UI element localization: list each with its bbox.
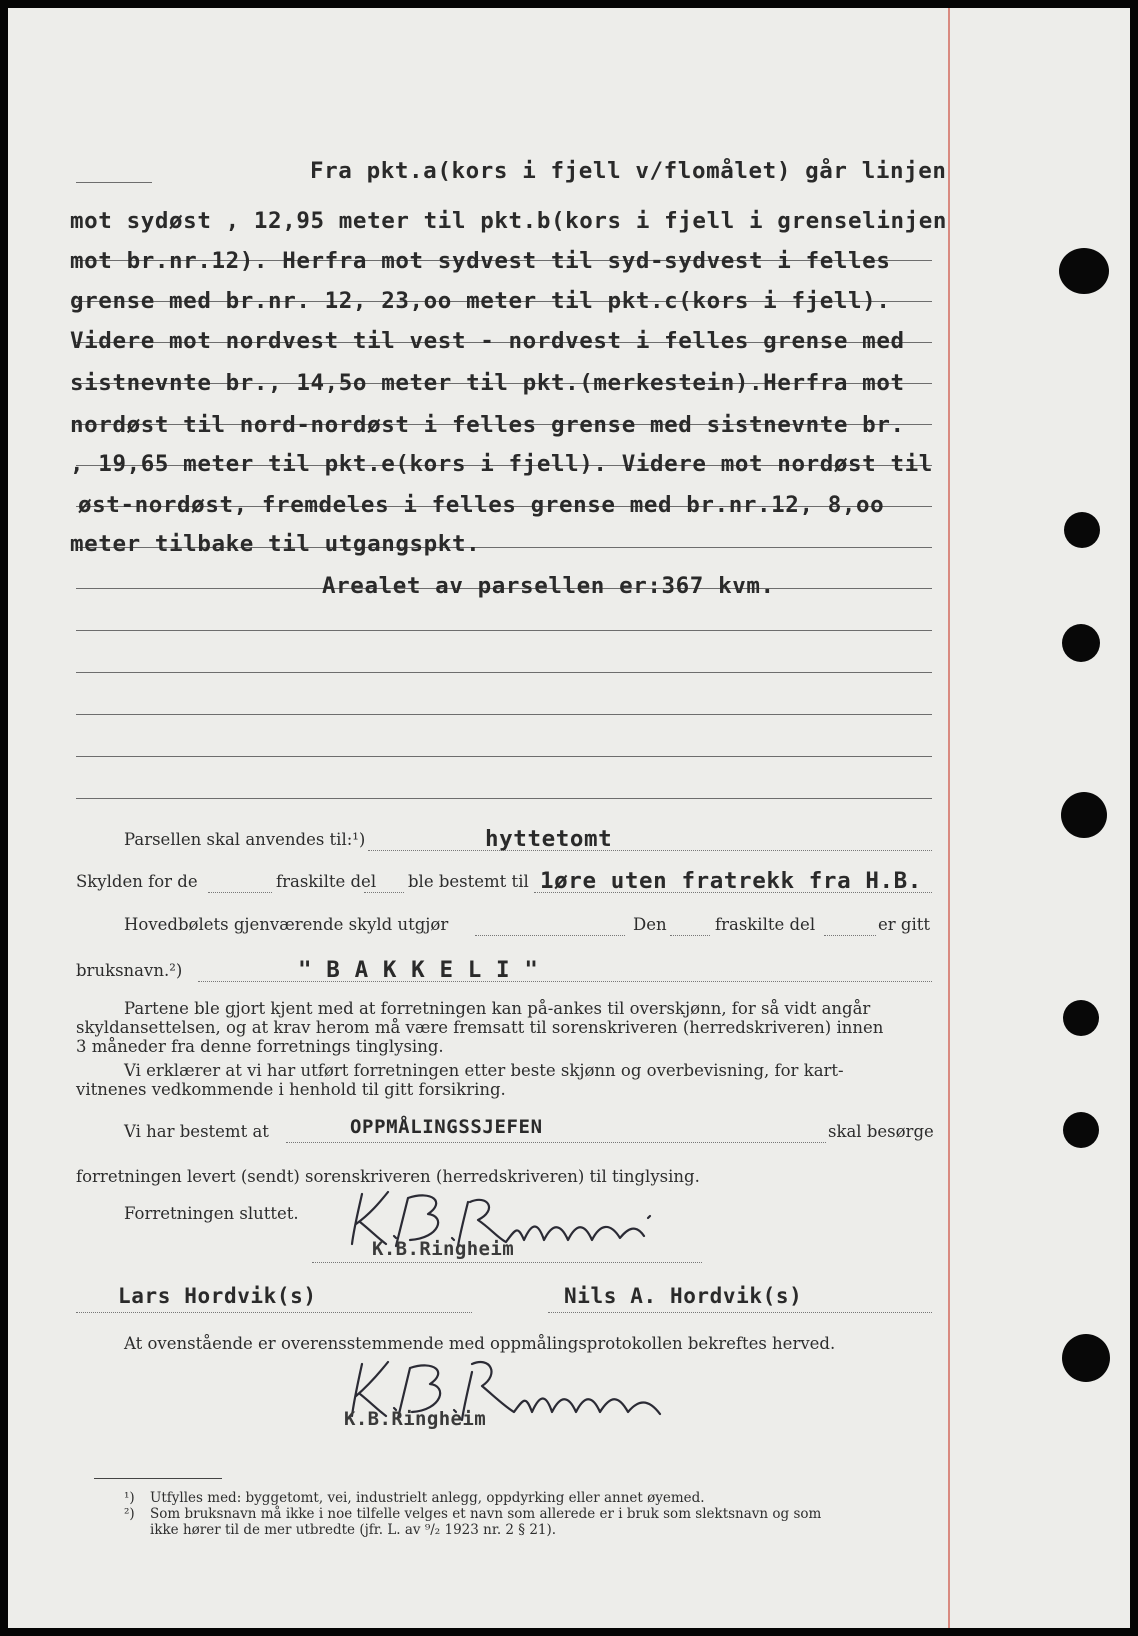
description-line: øst-nordøst, fremdeles i felles grense med br.nr.12, 8,oo xyxy=(78,492,885,518)
debt-label-2: fraskilte del xyxy=(276,872,377,891)
declare-line: Vi erklærer at vi har utført forretningen etter beste skjønn og overbevisning, for kart- xyxy=(124,1061,844,1080)
confirm-line: At ovenstående er overensstemmende med oppmålingsprotokollen bekreftes herved. xyxy=(124,1334,836,1353)
appeal-line: 3 måneder fra denne forretnings tinglysing. xyxy=(76,1037,444,1056)
usage-value: hyttetomt xyxy=(485,826,613,852)
decided-value: OPPMÅLINGSSJEFEN xyxy=(350,1116,543,1138)
binder-hole xyxy=(1062,1334,1110,1382)
document-page xyxy=(8,8,1130,1628)
debt-label-3: ble bestemt til xyxy=(408,872,529,891)
debt-dotted-1 xyxy=(208,892,272,893)
footnote-2-mark: ²) xyxy=(124,1506,135,1522)
description-line: sistnevnte br., 14,5o meter til pkt.(merkestein).Herfra mot xyxy=(70,370,905,396)
main-dotted-2 xyxy=(670,935,710,936)
witness-right: Nils A. Hordvik(s) xyxy=(564,1284,803,1308)
main-dotted-1 xyxy=(475,935,625,936)
binder-hole xyxy=(1064,512,1100,548)
main-label-4: er gitt xyxy=(878,915,930,934)
declare-line: vitnenes vedkommende i henhold til gitt forsikring. xyxy=(76,1080,506,1099)
brand-value: " B A K K E L I " xyxy=(298,957,539,983)
footnote-1: Utfylles med: byggetomt, vei, industrielt anlegg, oppdyrking eller annet øyemed. xyxy=(150,1490,705,1506)
signature-dotted-line xyxy=(312,1262,702,1263)
main-label-2: Den xyxy=(633,915,667,934)
ruled-line xyxy=(76,672,932,673)
binder-hole xyxy=(1059,248,1109,294)
description-line: mot br.nr.12). Herfra mot sydvest til syd-sydvest i felles xyxy=(70,248,891,274)
description-line: , 19,65 meter til pkt.e(kors i fjell). Videre mot nordøst til xyxy=(70,451,933,477)
ruled-line xyxy=(76,182,152,183)
binder-hole xyxy=(1062,624,1100,662)
footnote-2-line2: ikke hører til de mer utbredte (jfr. L. av ⁹/₂ 1923 nr. 2 § 21). xyxy=(150,1522,557,1538)
main-label-3: fraskilte del xyxy=(715,915,816,934)
debt-value: 1øre uten fratrekk fra H.B. xyxy=(540,868,922,894)
description-line: Fra pkt.a(kors i fjell v/flomålet) går linjen xyxy=(310,158,947,184)
witness-left-line xyxy=(76,1312,472,1313)
debt-dotted-2 xyxy=(364,892,404,893)
usage-dotted-line xyxy=(368,850,932,851)
description-line: grense med br.nr. 12, 23,oo meter til pkt.c(kors i fjell). xyxy=(70,288,891,314)
binder-hole xyxy=(1063,1112,1099,1148)
main-label-1: Hovedbølets gjenværende skyld utgjør xyxy=(124,915,449,934)
delivered-line: forretningen levert (sendt) sorenskriveren (herredskriveren) til tinglysing. xyxy=(76,1167,700,1186)
footnote-2-line1: Som bruksnavn må ikke i noe tilfelle velges et navn som allerede er i bruk som slektsnavn og som xyxy=(150,1506,822,1522)
ruled-line xyxy=(76,798,932,799)
decided-label: Vi har bestemt at xyxy=(124,1122,269,1141)
main-dotted-3 xyxy=(824,935,876,936)
binder-hole xyxy=(1061,792,1107,838)
description-line: mot sydøst , 12,95 meter til pkt.b(kors i fjell i grenselinjen xyxy=(70,208,948,234)
appeal-line: Partene ble gjort kjent med at forretningen kan på-ankes til overskjønn, for så vidt angår xyxy=(124,999,871,1018)
ruled-line xyxy=(76,714,932,715)
witness-left: Lars Hordvik(s) xyxy=(118,1284,317,1308)
witness-right-line xyxy=(548,1312,932,1313)
appeal-line: skyldansettelsen, og at krav herom må være fremsatt til sorenskriveren (herredskriveren) innen xyxy=(76,1018,884,1037)
ruled-line xyxy=(76,630,932,631)
debt-label-1: Skylden for de xyxy=(76,872,198,891)
ruled-line xyxy=(76,756,932,757)
description-line: nordøst til nord-nordøst i felles grense med sistnevnte br. xyxy=(70,412,905,438)
usage-label: Parsellen skal anvendes til:¹) xyxy=(124,830,366,849)
brand-label: bruksnavn.²) xyxy=(76,961,183,980)
description-line: Videre mot nordvest til vest - nordvest i felles grense med xyxy=(70,328,905,354)
surveyor-stamp-1: K.B.Ringheim xyxy=(372,1238,515,1260)
margin-line xyxy=(948,8,950,1628)
ended-line: Forretningen sluttet. xyxy=(124,1204,299,1223)
description-line: meter tilbake til utgangspkt. xyxy=(70,531,481,557)
decided-tail: skal besørge xyxy=(828,1122,934,1141)
footnote-rule xyxy=(94,1478,222,1479)
binder-hole xyxy=(1063,1000,1099,1036)
surveyor-stamp-2: K.B.Ringheim xyxy=(344,1408,487,1430)
decided-dotted-line xyxy=(286,1142,826,1143)
footnote-1-mark: ¹) xyxy=(124,1490,135,1506)
area-line: Arealet av parsellen er:367 kvm. xyxy=(322,573,775,599)
